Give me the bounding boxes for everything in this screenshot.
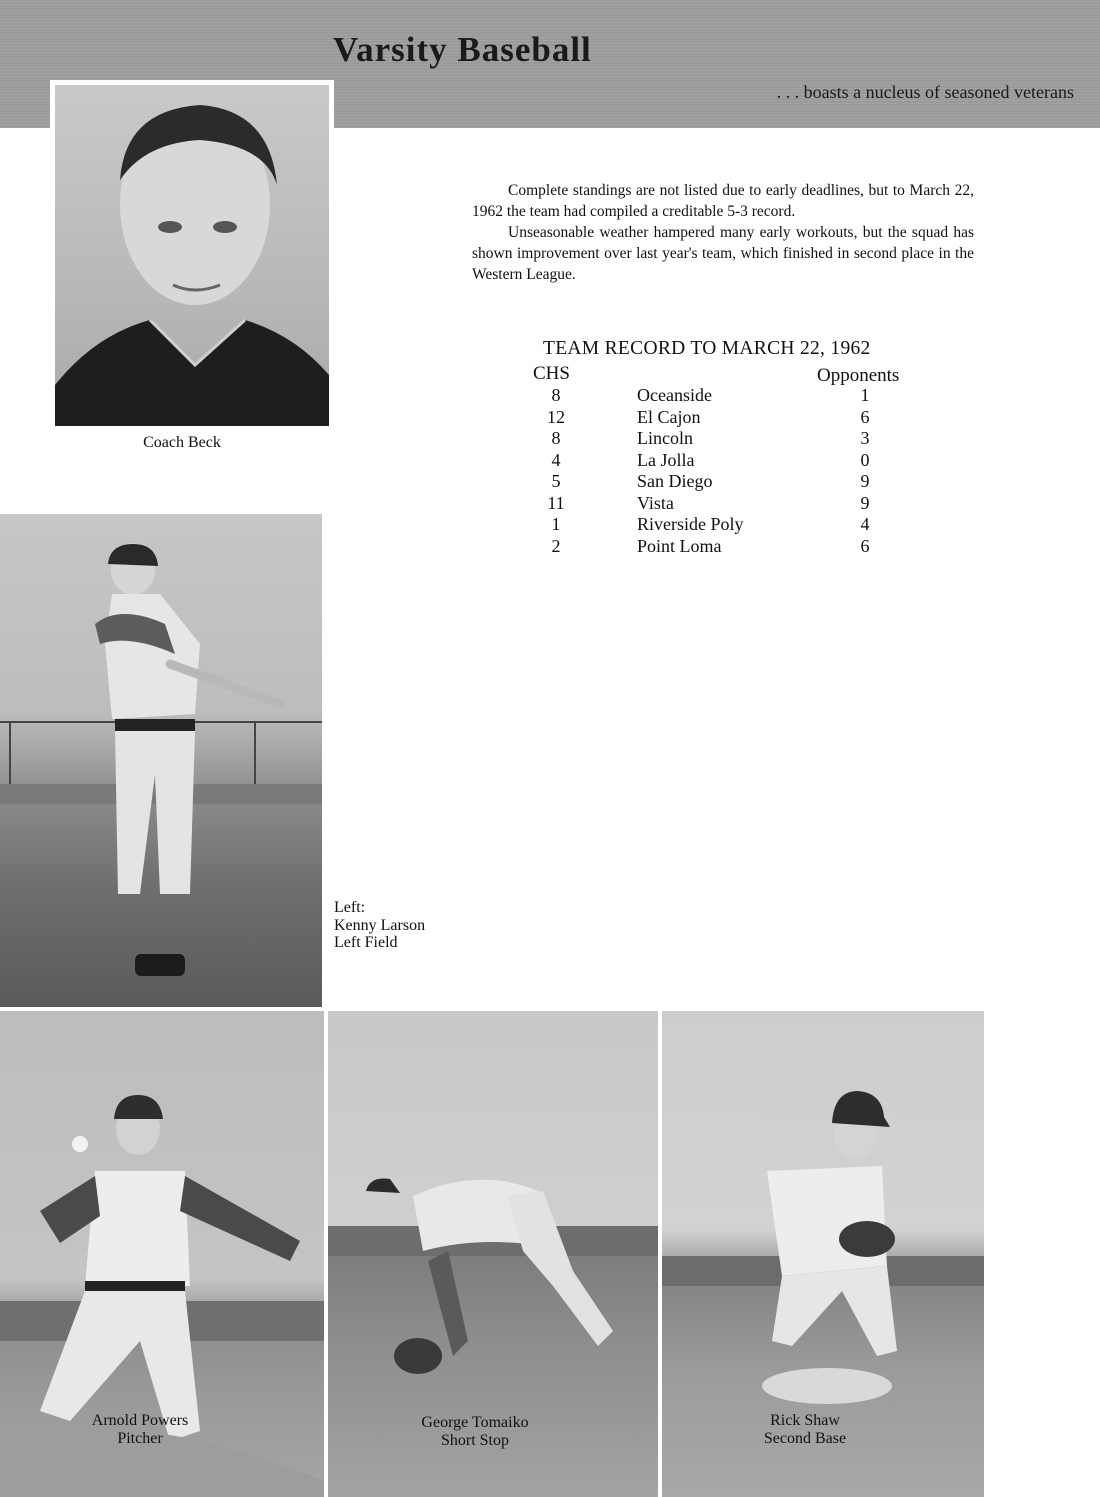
article-paragraph: Unseasonable weather hampered many early workouts, but the squad has shown improvement over last year's team, which finished in second place in the Western League. xyxy=(472,224,974,283)
larson-caption xyxy=(334,899,425,952)
tomaiko-name: George Tomaiko xyxy=(421,1414,529,1431)
record-chs-header: CHS xyxy=(533,363,570,384)
coach-photo xyxy=(55,85,329,426)
record-table xyxy=(520,385,920,557)
coach-caption: Coach Beck xyxy=(143,434,221,451)
chs-score: 8 xyxy=(551,385,561,405)
powers-position: Pitcher xyxy=(117,1430,163,1447)
chs-score: 8 xyxy=(551,428,561,448)
opponent-name: Point Loma xyxy=(637,535,722,556)
powers-caption xyxy=(60,1412,220,1448)
larson-caption-label: Left: xyxy=(334,899,366,916)
opponent-score: 0 xyxy=(860,449,870,470)
opponent-name: El Cajon xyxy=(637,406,701,427)
larson-caption-position: Left Field xyxy=(334,934,398,951)
record-row xyxy=(520,536,920,558)
larson-caption-name: Kenny Larson xyxy=(334,916,426,934)
record-row xyxy=(520,407,920,429)
shaw-name: Rick Shaw xyxy=(770,1412,840,1429)
opponent-score: 6 xyxy=(860,406,870,427)
opponent-name: Oceanside xyxy=(637,385,712,405)
opponent-score: 6 xyxy=(860,535,870,556)
record-title: TEAM RECORD TO MARCH 22, 1962 xyxy=(543,338,871,359)
opponent-score: 9 xyxy=(860,471,870,491)
shaw-caption xyxy=(730,1412,880,1448)
chs-score: 1 xyxy=(551,514,561,534)
article-paragraph: Complete standings are not listed due to early deadlines, but to March 22, 1962 the team had compiled a creditable 5-3 record. xyxy=(472,182,974,220)
opponent-score: 3 xyxy=(860,428,870,448)
larson-photo xyxy=(0,514,322,1007)
record-row xyxy=(520,450,920,472)
record-row xyxy=(520,471,920,493)
opponent-score: 4 xyxy=(860,514,870,534)
shaw-position: Second Base xyxy=(763,1430,847,1447)
record-opponents-header: Opponents xyxy=(817,365,900,386)
opponent-name: Lincoln xyxy=(637,428,693,448)
record-row xyxy=(520,428,920,450)
record-row xyxy=(520,493,920,515)
page-title: Varsity Baseball xyxy=(333,30,592,69)
opponent-name: Vista xyxy=(637,492,674,513)
opponent-name: Riverside Poly xyxy=(637,514,744,534)
opponent-name: La Jolla xyxy=(637,449,695,470)
tomaiko-caption xyxy=(390,1414,560,1450)
article-body xyxy=(472,180,974,285)
chs-score: 4 xyxy=(551,449,561,470)
page-subtitle: . . . boasts a nucleus of seasoned veterans xyxy=(776,82,1074,102)
opponent-score: 1 xyxy=(860,385,870,405)
record-row xyxy=(520,385,920,407)
chs-score: 5 xyxy=(551,471,561,491)
opponent-name: San Diego xyxy=(637,471,713,491)
chs-score: 2 xyxy=(551,535,561,556)
chs-score: 11 xyxy=(547,492,565,513)
chs-score: 12 xyxy=(547,406,565,427)
powers-name: Arnold Powers xyxy=(91,1412,189,1429)
record-row xyxy=(520,514,920,536)
opponent-score: 9 xyxy=(860,492,870,513)
tomaiko-position: Short Stop xyxy=(440,1432,509,1449)
